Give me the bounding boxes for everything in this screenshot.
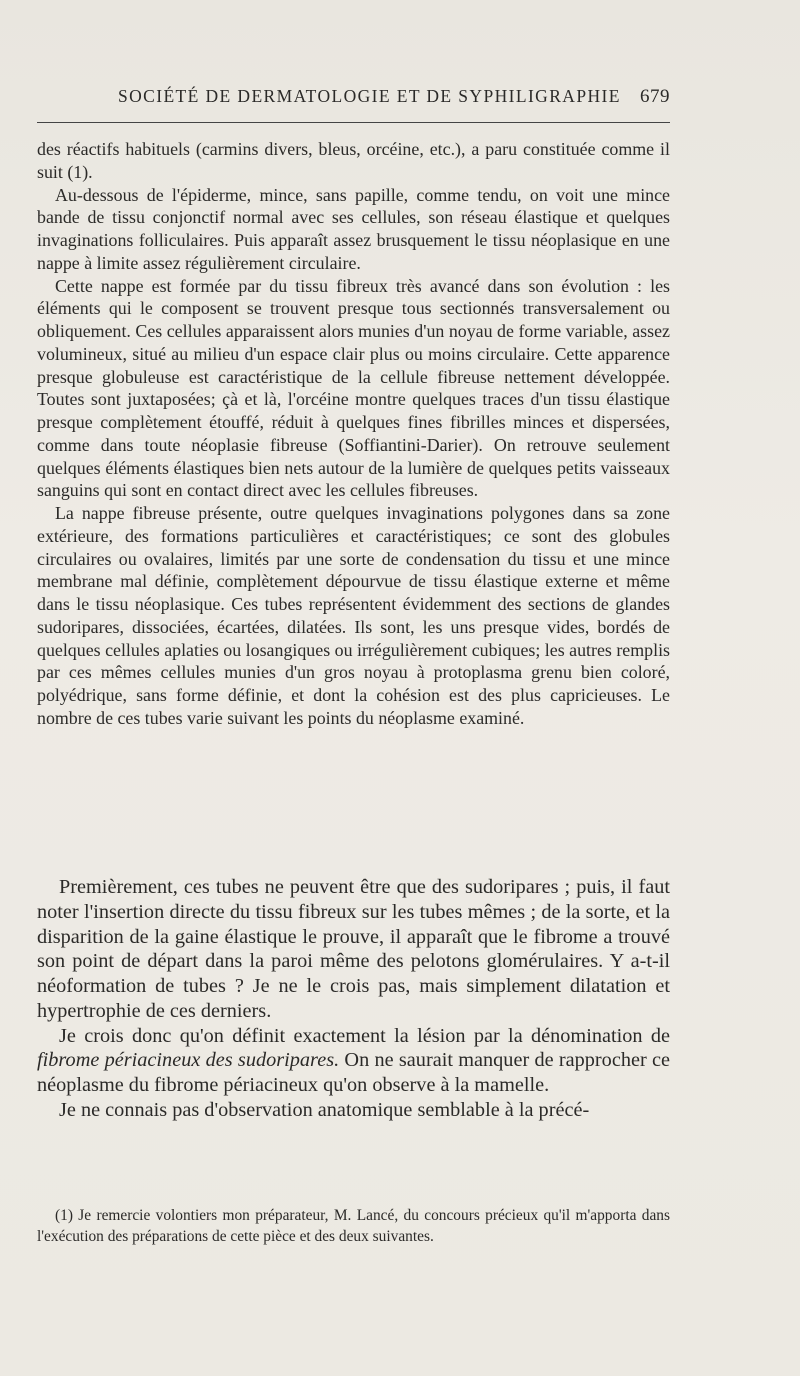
paragraph: Cette nappe est formée par du tissu fibreux très avancé dans son évolution : les éléments qui le composent se trouvent presque tous sectionnés transversalement ou obliquement. Ces cellules apparaissent alors munies d'un noyau de forme variable, assez volumineux, situé au milieu d'un espace clair plus ou moins circulaire. Cette apparence presque globuleuse est caractéristique de la cellule fibreuse nettement développée. Toutes sont juxtaposées; çà et là, l'orcéine montre quelques traces d'un tissu élastique presque complètement étouffé, réduit à quelques fines fibrilles minces et dispersées, comme dans toute néoplasie fibreuse (Soffiantini-Darier). On retrouve seulement quelques éléments élastiques bien nets autour de la lumière de quelques petits vaisseaux sanguins qui sont en contact direct avec les cellules fibreuses. <box>37 275 670 501</box>
text-run: Je crois donc qu'on définit exactement la lésion par la dénomination de <box>59 1024 670 1047</box>
discussion-text <box>37 875 670 1123</box>
running-title: SOCIÉTÉ DE DERMATOLOGIE ET DE SYPHILIGRAPHIE <box>118 86 621 106</box>
diagnosis-term: fibrome périacineux des sudoripares. <box>37 1049 340 1072</box>
header-rule <box>37 122 670 123</box>
text-run: On ne saurait manquer de rapprocher ce néoplasme du fibrome périacineux qu'on observe à la mamelle. <box>37 1049 670 1096</box>
paragraph: des réactifs habituels (carmins divers, bleus, orcéine, etc.), a paru constituée comme il suit (1). <box>37 139 670 182</box>
footnote <box>37 1206 670 1247</box>
main-text <box>37 138 670 730</box>
paragraph: Je ne connais pas d'observation anatomique semblable à la précé- <box>59 1098 590 1121</box>
paragraph: Au-dessous de l'épiderme, mince, sans papille, comme tendu, on voit une mince bande de tissu conjonctif normal avec ses cellules, son réseau élastique et quelques invaginations folliculaires. Puis apparaît assez brusquement le tissu néoplasique en une nappe à limite assez régulièrement circulaire. <box>37 184 670 273</box>
paragraph-conclusion <box>37 1024 670 1098</box>
running-header <box>118 86 670 108</box>
paragraph: Premièrement, ces tubes ne peuvent être que des sudoripares ; puis, il faut noter l'insertion directe du tissu fibreux sur les tubes mêmes ; de la sorte, et la disparition de la gaine élastique le prouve, il apparaît que le fibrome a trouvé son point de départ dans la paroi même des pelotons glomérulaires. Y a-t-il néoformation de tubes ? Je ne le crois pas, mais simplement dilatation et hypertrophie de ces derniers. <box>37 876 670 1022</box>
paragraph: La nappe fibreuse présente, outre quelques invaginations polygones dans sa zone extérieure, des formations particulières et caractéristiques; ce sont des globules circulaires ou ovalaires, limités par une sorte de condensation du tissu et une mince membrane mal définie, complètement dépourvue de tissu élastique externe et même dans le tissu néoplasique. Ces tubes représentent évidemment des sections de glandes sudoripares, dissociées, écartées, dilatées. Ils sont, les uns presque vides, bordés de quelques cellules aplaties ou losangiques ou irrégulièrement cubiques; les autres remplis par ces mêmes cellules munies d'un gros noyau à protoplasma grenu bien coloré, polyédrique, sans forme définie, et dont la cohésion est des plus capricieuses. Le nombre de ces tubes varie suivant les points du néoplasme examiné. <box>37 503 670 728</box>
page-number: 679 <box>640 86 670 107</box>
footnote-text: (1) Je remercie volontiers mon préparateur, M. Lancé, du concours précieux qu'il m'apporta dans l'exécution des préparations de cette pièce et des deux suivantes. <box>37 1207 670 1245</box>
